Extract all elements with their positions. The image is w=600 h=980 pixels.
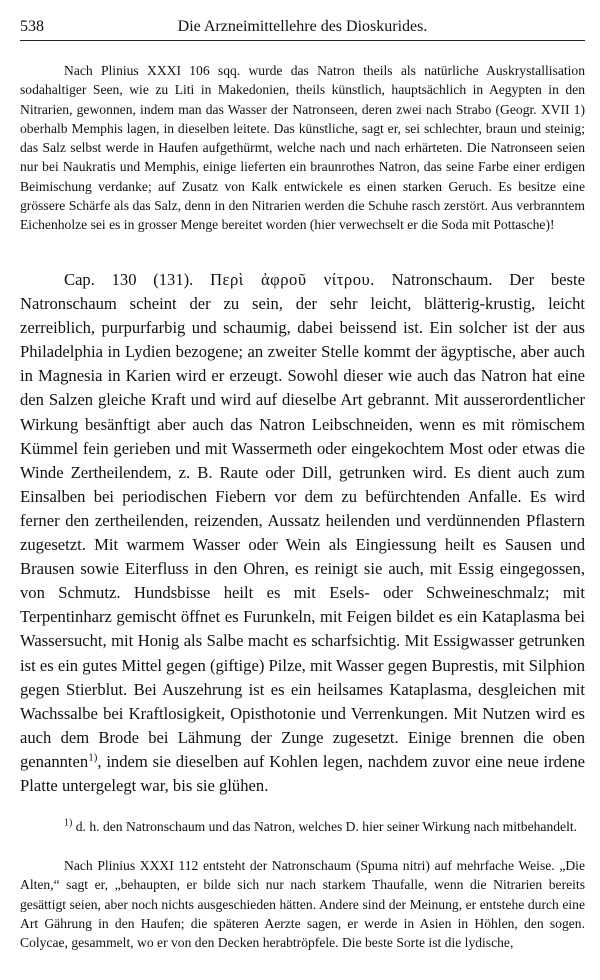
running-header: [20, 14, 585, 41]
footnote-reference[interactable]: 1): [88, 751, 98, 764]
chapter-body-part1: Der beste Natronschaum scheint der zu sein, der sehr leicht, blätterig-krustig, leicht zerreiblich, purpurfarbig und schaumig, dabei beissend ist. Ein solcher ist der aus Philadelphia in Lydien bezogene; an zweiter Stelle kommt der ägyptische, aber auch in Magnesia in Karien wird er erzeugt. Sowohl dieser wie auch das Natron hat eine den Salzen gleiche Kraft und wird auf dieselbe Art gebrannt. Mit ausserordentlicher Wirkung besänftigt aber auch das Natron Leibschneiden, wenn es mit römischem Kümmel fein gerieben und mit Wassermeth oder eingekochtem Most oder etwas die Winde Zertheilendem, z. B. Raute oder Dill, getrunken wird. Es dient auch zum Einsalben bei periodischen Fiebern vor dem zu befürchtenden Anfalle. Es wird ferner den zertheilenden, reizenden, Aussatz heilenden und verdünnenden Pflastern zugesetzt. Mit warmem Wasser oder Wein als Eingiessung heilt es Sausen und Brausen sowie Eiterfluss in den Ohren, es reinigt sie auch, mit Essig eingegossen, von Schmutz. Hundsbisse heilt es mit Esels- oder Schweineschmalz; mit Terpentinharz gemischt öffnet es Furunkeln, mit Feigen bildet es ein Kataplasma bei Wassersucht, mit Honig als Salbe macht es scharfsichtig. Mit Essigwasser getrunken ist es ein gutes Mittel gegen (giftige) Pilze, mit Wasser gegen Buprestis, mit Silphion gegen Stierblut. Bei Auszehrung ist es ein heilsames Kataplasma, desgleichen mit Wachssalbe bei Kraftlosigkeit, Opisthotonie und Verrenkungen. Mit Nutzen wird es auch dem Brode bei Lähmung der Zunge zugesetzt. Einige brennen die oben genannten: [20, 270, 585, 771]
footnote: [20, 817, 585, 836]
chapter-130-text: [20, 268, 585, 798]
footnote-marker: 1): [64, 817, 73, 829]
commentary-plinius-112: Nach Plinius XXXI 112 entsteht der Natronschaum (Spuma nitri) auf mehrfache Weise. „Die Alten,“ sagt er, „behaupten, er bilde sich nur nach starkem Thaufalle, wenn die Nitrarien bereits gesättigt seien, aber noch nichts ausgeschieden hätten. Andere sind der Meinung, er entstehe durch eine Art Gährung in den Haufen; die späteren Aerzte sagen, er werde in Asien in Höhlen, den sogen. Colycae, gesammelt, wo er von den Decken herabtröpfele. Die beste Sorte ist die lydische,: [20, 858, 585, 951]
chapter-number: Cap. 130 (131).: [64, 270, 194, 289]
chapter-german-title: Natronschaum.: [391, 270, 493, 289]
running-title: Die Arzneimittellehre des Dioskurides.: [177, 18, 428, 35]
page-number: 538: [20, 18, 44, 35]
chapter-greek-title: Περὶ ἀφροῦ νίτρου.: [210, 270, 375, 289]
commentary-plinius-106: Nach Plinius XXXI 106 sqq. wurde das Natron theils als natürliche Auskrystallisation sodahaltiger Seen, wie zu Liti in Makedonien, theils künstlich, hauptsächlich in Aegypten in den Nitrarien, gewonnen, indem man das Wasser der Natronseen, deren zwei nach Strabo (Geogr. XVII 1) oberhalb Memphis lagen, in dieselben leitete. Das künstliche, sagt er, sei schlechter, braun und steinig; das Salz selbst werde in Haufen aufgethürmt, welche nach und nach erhärteten. Die Natronseen seien nur bei Naukratis und Memphis, einige lieferten ein braunrothes Natron, das seine Farbe einer erdigen Beimischung verdanke; auf Zusatz von Kalk entwickele es einen starken Geruch. Es besitze eine grössere Schärfe als das Salz, denn in den Nitrarien werden die Schuhe rasch zerstört. Aus verbranntem Eichenholze sei es in grosser Menge bereitet worden (hier verwechselt er die Soda mit Pottasche)!: [20, 63, 585, 233]
chapter-body-part2: , indem sie dieselben auf Kohlen legen, nachdem zuvor eine neue irdene Platte untergelegt war, bis sie glühen.: [20, 751, 585, 795]
footnote-text: d. h. den Natronschaum und das Natron, welches D. hier seiner Wirkung nach mitbehandelt.: [75, 819, 578, 834]
